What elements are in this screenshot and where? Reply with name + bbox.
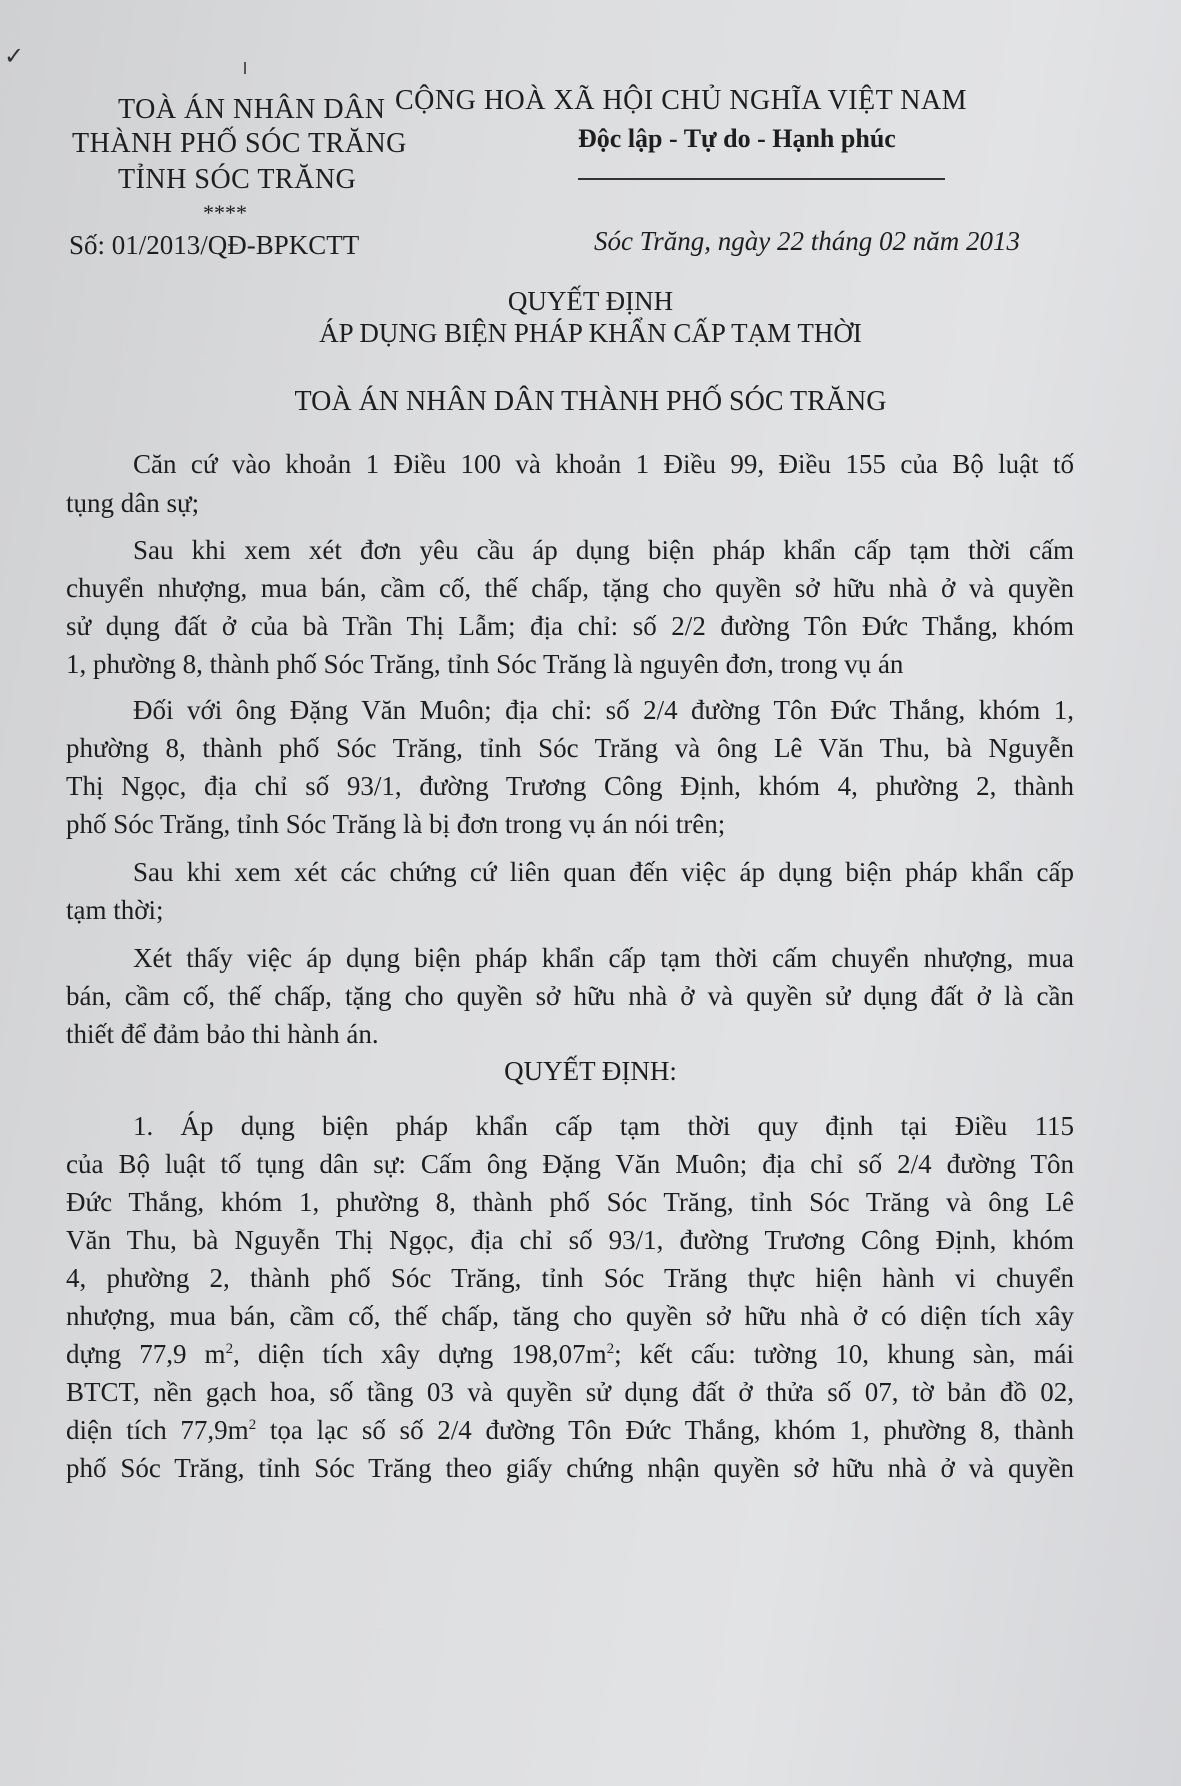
body-line: Thị Ngọc, địa chỉ số 93/1, đường Trương Công Định, khóm 4, phường 2, thành xyxy=(66,771,1074,801)
decision-line: nhượng, mua bán, cầm cố, thế chấp, tăng cho quyền sở hữu nhà ở có diện tích xây xyxy=(66,1301,1074,1331)
text-span: diện tích 77,9m xyxy=(66,1415,249,1445)
text-span: dựng 77,9 m xyxy=(66,1339,226,1369)
decision-line: của Bộ luật tố tụng dân sự: Cấm ông Đặng Văn Muôn; địa chỉ số 2/4 đường Tôn xyxy=(66,1149,1074,1179)
pen-mark: ✓ xyxy=(4,44,25,70)
document-date: Sóc Trăng, ngày 22 tháng 02 năm 2013 xyxy=(594,226,1021,256)
body-line: tạm thời; xyxy=(66,895,164,925)
court-province: TỈNH SÓC TRĂNG xyxy=(118,164,357,195)
text-span: tọa lạc số số 2/4 đường Tôn Đức Thắng, khóm 1, phường 8, thành xyxy=(256,1415,1074,1445)
court-city: THÀNH PHỐ SÓC TRĂNG xyxy=(72,128,407,159)
country-name: CỘNG HOÀ XÃ HỘI CHỦ NGHĨA VIỆT NAM xyxy=(395,85,968,116)
body-line: Đối với ông Đặng Văn Muôn; địa chỉ: số 2/4 đường Tôn Đức Thắng, khóm 1, xyxy=(133,695,1074,725)
body-line: thiết để đảm bảo thi hành án. xyxy=(66,1019,379,1049)
body-line: Sau khi xem xét các chứng cứ liên quan đến việc áp dụng biện pháp khẩn cấp xyxy=(133,857,1074,887)
body-line: phường 8, thành phố Sóc Trăng, tỉnh Sóc Trăng và ông Lê Văn Thu, bà Nguyễn xyxy=(66,733,1074,763)
decision-line: Văn Thu, bà Nguyễn Thị Ngọc, địa chỉ số 93/1, đường Trương Công Định, khóm xyxy=(66,1225,1074,1255)
document-number: Số: 01/2013/QĐ-BPKCTT xyxy=(69,230,360,260)
issuing-court: TOÀ ÁN NHÂN DÂN THÀNH PHỐ SÓC TRĂNG xyxy=(294,386,887,417)
body-line: phố Sóc Trăng, tỉnh Sóc Trăng là bị đơn trong vụ án nói trên; xyxy=(66,809,726,839)
decision-line xyxy=(66,1414,1074,1446)
decision-line: 4, phường 2, thành phố Sóc Trăng, tỉnh Sóc Trăng thực hiện hành vi chuyển xyxy=(66,1263,1074,1293)
body-line: Xét thấy việc áp dụng biện pháp khẩn cấp tạm thời cấm chuyển nhượng, mua xyxy=(133,943,1074,973)
body-line: sử dụng đất ở của bà Trần Thị Lẫm; địa chỉ: số 2/2 đường Tôn Đức Thắng, khóm xyxy=(66,611,1074,641)
body-line: Sau khi xem xét đơn yêu cầu áp dụng biện pháp khẩn cấp tạm thời cấm xyxy=(133,535,1074,565)
pen-tick xyxy=(244,62,246,74)
body-line: tụng dân sự; xyxy=(66,488,200,518)
decision-line xyxy=(66,1338,1074,1370)
body-line: 1, phường 8, thành phố Sóc Trăng, tỉnh Sóc Trăng là nguyên đơn, trong vụ án xyxy=(66,649,904,679)
header-stars: **** xyxy=(203,200,247,225)
court-name: TOÀ ÁN NHÂN DÂN xyxy=(118,94,386,125)
national-motto: Độc lập - Tự do - Hạnh phúc xyxy=(578,124,896,153)
decision-line: 1. Áp dụng biện pháp khẩn cấp tạm thời quy định tại Điều 115 xyxy=(133,1111,1074,1141)
superscript: 2 xyxy=(606,1341,615,1357)
doc-subtitle: ÁP DỤNG BIỆN PHÁP KHẨN CẤP TẠM THỜI xyxy=(319,318,862,348)
decision-line: BTCT, nền gạch hoa, số tầng 03 và quyền sử dụng đất ở thửa số 07, tờ bản đồ 02, xyxy=(66,1377,1074,1407)
decision-heading: QUYẾT ĐỊNH: xyxy=(504,1056,677,1086)
body-line: Căn cứ vào khoản 1 Điều 100 và khoản 1 Điều 99, Điều 155 của Bộ luật tố xyxy=(133,449,1074,479)
motto-underline xyxy=(578,178,945,180)
body-line: chuyển nhượng, mua bán, cầm cố, thế chấp, tặng cho quyền sở hữu nhà ở và quyền xyxy=(66,573,1074,603)
body-line: bán, cầm cố, thế chấp, tặng cho quyền sở hữu nhà ở và quyền sử dụng đất ở là cần xyxy=(66,981,1074,1011)
text-span: , diện tích xây dựng 198,07m xyxy=(233,1339,607,1369)
superscript: 2 xyxy=(248,1417,257,1433)
doc-title: QUYẾT ĐỊNH xyxy=(507,286,674,316)
superscript: 2 xyxy=(225,1341,234,1357)
decision-line: Đức Thắng, khóm 1, phường 8, thành phố Sóc Trăng, tỉnh Sóc Trăng và ông Lê xyxy=(66,1187,1074,1217)
text-span: ; kết cấu: tường 10, khung sàn, mái xyxy=(614,1339,1075,1369)
decision-line: phố Sóc Trăng, tỉnh Sóc Trăng theo giấy chứng nhận quyền sở hữu nhà ở và quyền xyxy=(66,1453,1074,1483)
